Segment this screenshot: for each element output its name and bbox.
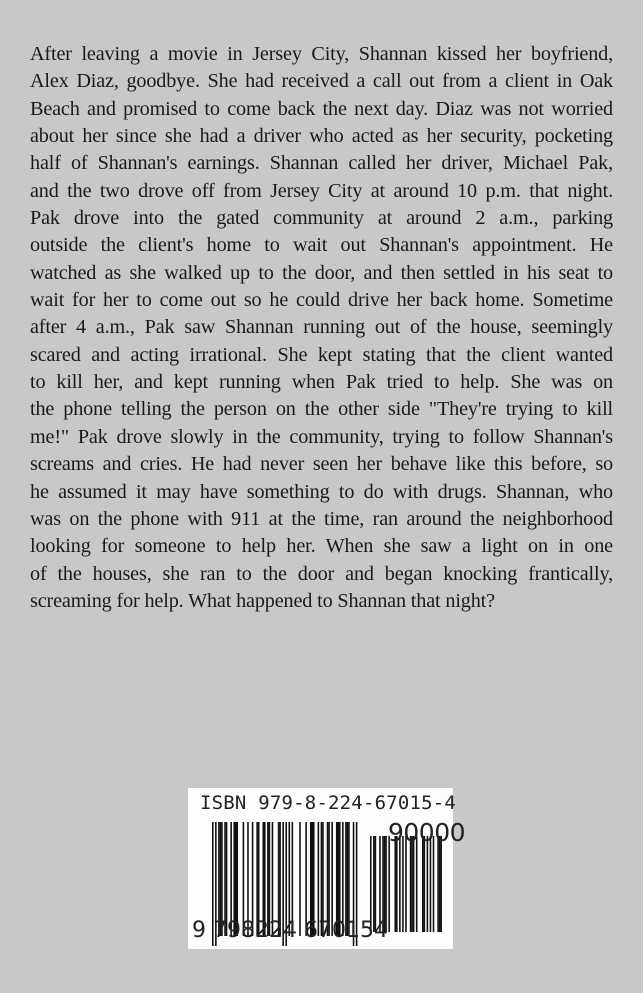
ean-digits: 9 798224 670154	[192, 918, 388, 943]
blurb-line: about her since she had a driver who acted as her security, pocketing	[30, 125, 613, 148]
blurb-line: Alex Diaz, goodbye. She had received a call out from a client in Oak	[30, 70, 613, 93]
isbn-label: ISBN 979-8-224-67015-4	[200, 792, 457, 814]
blurb-line: Pak drove into the gated community at around 2 a.m., parking	[30, 207, 613, 230]
blurb-line: looking for someone to help her. When she saw a light on in one	[30, 535, 613, 558]
blurb-line: watched as she walked up to the door, and then settled in his seat to	[30, 261, 613, 284]
isbn-barcode-box	[188, 788, 466, 949]
blurb-line: scared and acting irrational. She kept stating that the client wanted	[30, 343, 613, 366]
blurb-line: Beach and promised to come back the next day. Diaz was not worried	[30, 97, 613, 120]
back-cover-blurb	[30, 41, 613, 615]
blurb-line: after 4 a.m., Pak saw Shannan running out of the house, seemingly	[30, 316, 613, 339]
addon-price-code: 90000	[388, 818, 466, 847]
blurb-line: to kill her, and kept running when Pak tried to help. She was on	[30, 371, 613, 394]
blurb-line: wait for her to come out so he could drive her back home. Sometime	[30, 289, 613, 312]
blurb-line: and the two drove off from Jersey City at around 10 p.m. that night.	[30, 179, 613, 202]
blurb-line: of the houses, she ran to the door and began knocking frantically,	[30, 562, 613, 585]
blurb-line: was on the phone with 911 at the time, ran around the neighborhood	[30, 507, 613, 530]
blurb-line: he assumed it may have something to do with drugs. Shannan, who	[30, 480, 613, 503]
blurb-line: the phone telling the person on the other side "They're trying to kill	[30, 398, 613, 421]
blurb-line: me!" Pak drove slowly in the community, trying to follow Shannan's	[30, 425, 613, 448]
blurb-line: After leaving a movie in Jersey City, Shannan kissed her boyfriend,	[30, 43, 613, 65]
blurb-line: half of Shannan's earnings. Shannan called her driver, Michael Pak,	[30, 152, 613, 175]
blurb-line: screaming for help. What happened to Shannan that night?	[30, 589, 495, 612]
blurb-line: outside the client's home to wait out Shannan's appointment. He	[30, 234, 613, 257]
blurb-line: screams and cries. He had never seen her behave like this before, so	[30, 453, 613, 476]
